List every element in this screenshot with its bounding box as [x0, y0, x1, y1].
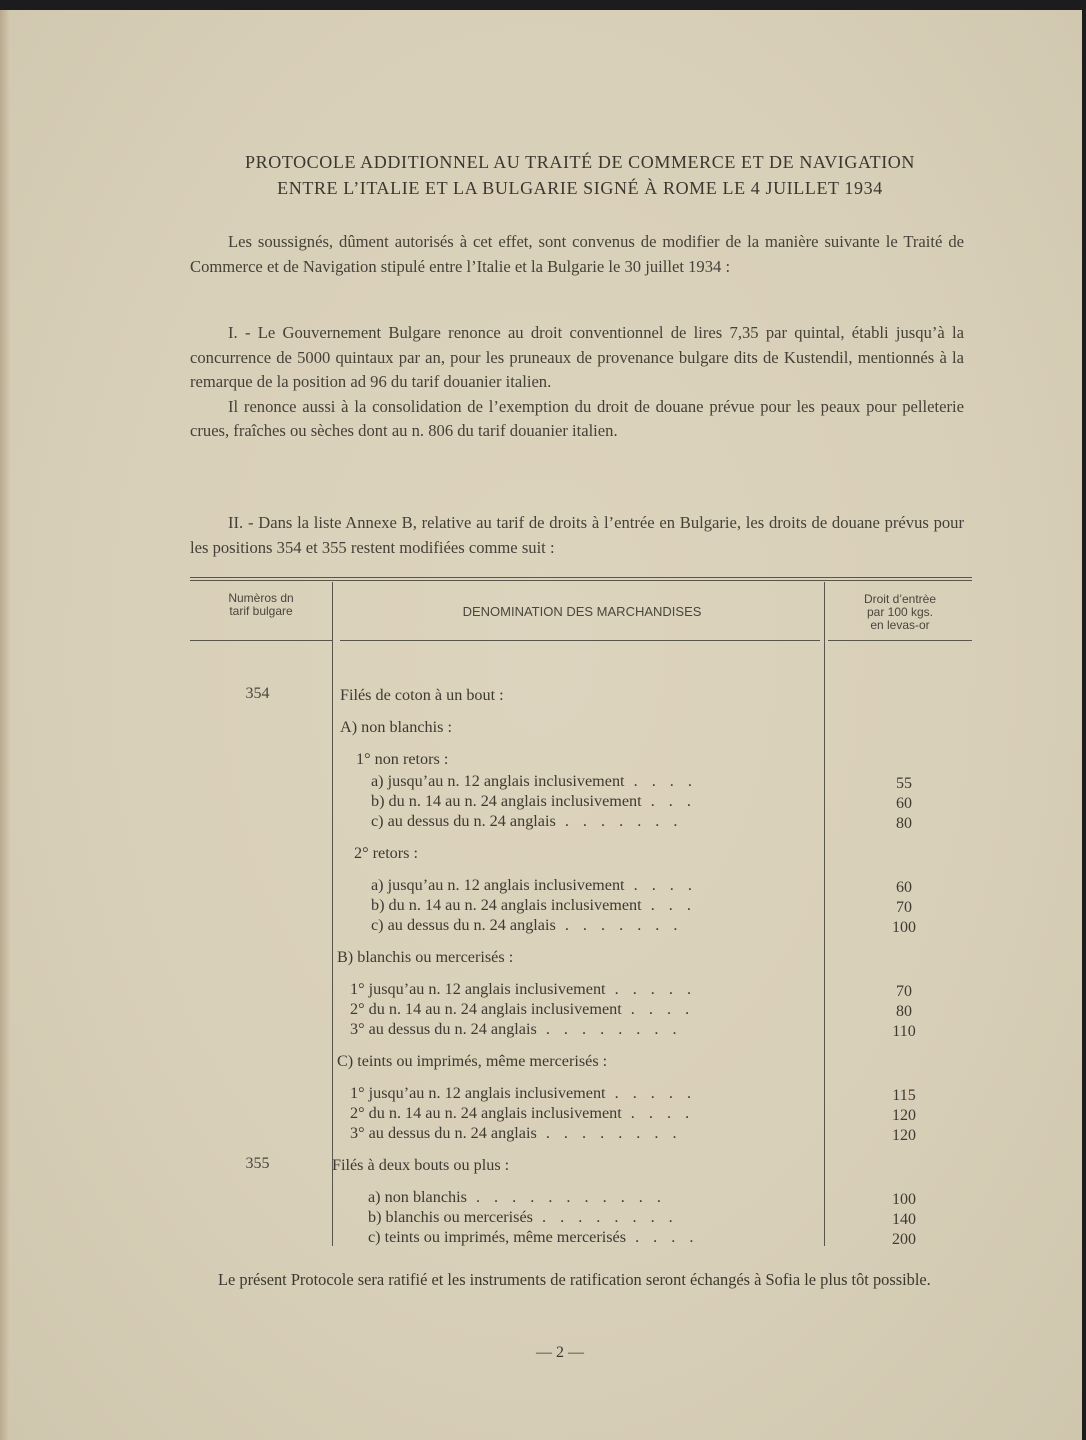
duty-value: 200	[892, 1231, 916, 1248]
merchandise-description	[371, 811, 682, 831]
duty-value: 115	[892, 1087, 916, 1104]
binding-spine	[0, 10, 10, 1440]
closing-text: Le présent Protocole sera ratifié et les instruments de ratification seront échangés à Sofia le plus tôt possible.	[218, 1270, 931, 1289]
leader-dots: . . . .	[633, 876, 697, 894]
description-text: c) au dessus du n. 24 anglais	[371, 916, 556, 934]
merchandise-description	[350, 1019, 682, 1039]
leader-dots: . . . . . . . .	[545, 1124, 682, 1142]
tariff-position-number: 354	[245, 685, 270, 702]
leader-dots: . . .	[650, 896, 696, 914]
merchandise-description	[332, 1155, 509, 1175]
section-2	[190, 511, 964, 560]
column-divider-left	[332, 582, 333, 1246]
description-text: 3° au dessus du n. 24 anglais	[350, 1020, 537, 1038]
description-text: B) blanchis ou mercerisés :	[337, 948, 514, 966]
duty-value: 55	[896, 775, 912, 792]
duty-value: 60	[896, 795, 912, 812]
section-1-paragraph-2: Il renonce aussi à la consolidation de l’exemption du droit de douane prévue pour les peaux pour pelleterie crues, fraîches ou sèches dont au n. 806 du tarif douanier italien.	[190, 396, 964, 440]
description-text: 1° non retors :	[356, 750, 449, 768]
description-text: 2° retors :	[354, 844, 419, 862]
title-line-1: PROTOCOLE ADDITIONNEL AU TRAITÉ DE COMMERCE ET DE NAVIGATION	[245, 152, 915, 172]
description-text: a) jusqu’au n. 12 anglais inclusivement	[371, 876, 625, 894]
column-divider-right	[824, 582, 825, 1246]
header-col-number-line-2: tarif bulgare	[229, 604, 293, 618]
duty-value: 110	[892, 1023, 916, 1040]
tariff-position-number: 355	[245, 1155, 270, 1172]
duty-value: 70	[896, 899, 912, 916]
merchandise-description	[340, 717, 452, 737]
intro-paragraph	[190, 230, 964, 279]
merchandise-description	[356, 749, 448, 769]
leader-dots: . . . . .	[614, 1084, 697, 1102]
header-col-duty-line-3: en levas-or	[870, 618, 930, 632]
description-text: b) du n. 14 au n. 24 anglais inclusivement	[371, 896, 642, 914]
leader-dots: . . . . . . . . . . .	[475, 1188, 666, 1206]
duty-value: 100	[892, 1191, 916, 1208]
description-text: c) teints ou imprimés, même mercerisés	[368, 1228, 627, 1246]
header-rule-col2	[340, 640, 820, 641]
description-text: b) blanchis ou mercerisés	[368, 1208, 533, 1226]
merchandise-description	[371, 915, 682, 935]
duty-value: 100	[892, 919, 916, 936]
header-col-number	[190, 592, 332, 618]
description-text: c) au dessus du n. 24 anglais	[371, 812, 556, 830]
leader-dots: . . . . .	[614, 980, 697, 998]
duty-value: 80	[896, 1003, 912, 1020]
merchandise-description	[368, 1207, 678, 1227]
intro-text: Les soussignés, dûment autorisés à cet effet, sont convenus de modifier de la manière suivante le Traité de Commerce et de Navigation stipulé entre l’Italie et la Bulgarie le 30 juillet 1934 :	[190, 232, 964, 276]
page-number: — 2 —	[536, 1344, 584, 1361]
section-1	[190, 321, 964, 444]
header-col-number-line-1: Numèros dn	[228, 591, 294, 605]
merchandise-description	[350, 1103, 694, 1123]
description-text: 2° du n. 14 au n. 24 anglais inclusivement	[350, 1000, 622, 1018]
leader-dots: . . . . . . . .	[542, 1208, 678, 1226]
document-page	[0, 10, 1082, 1440]
merchandise-description	[371, 791, 696, 811]
description-text: b) du n. 14 au n. 24 anglais inclusivement	[371, 792, 642, 810]
header-col-denomination: DENOMINATION DES MARCHANDISES	[462, 604, 702, 619]
header-col-duty-line-1: Droit d’entrèe	[863, 592, 937, 606]
description-text: C) teints ou imprimés, même mercerisés :	[337, 1052, 608, 1070]
leader-dots: . . .	[650, 792, 696, 810]
duty-value: 120	[892, 1107, 916, 1124]
duty-value: 80	[896, 815, 912, 832]
leader-dots: . . . . . . .	[564, 812, 683, 830]
description-text: a) non blanchis	[368, 1188, 467, 1206]
duty-value: 120	[892, 1127, 916, 1144]
merchandise-description	[368, 1227, 698, 1247]
leader-dots: . . . . . . . .	[545, 1020, 682, 1038]
merchandise-description	[337, 947, 513, 967]
merchandise-description	[350, 1123, 682, 1143]
leader-dots: . . . .	[630, 1104, 695, 1122]
description-text: a) jusqu’au n. 12 anglais inclusivement	[371, 772, 625, 790]
merchandise-description	[340, 685, 504, 705]
merchandise-description	[368, 1187, 666, 1207]
leader-dots: . . . . . . .	[564, 916, 683, 934]
merchandise-description	[337, 1051, 607, 1071]
duty-value: 140	[892, 1211, 916, 1228]
description-text: 2° du n. 14 au n. 24 anglais inclusivement	[350, 1104, 622, 1122]
description-text: 3° au dessus du n. 24 anglais	[350, 1124, 537, 1142]
title-line-2: ENTRE L’ITALIE ET LA BULGARIE SIGNÉ À ROME LE 4 JUILLET 1934	[277, 178, 883, 198]
merchandise-description	[350, 1083, 696, 1103]
table-top-rule	[190, 577, 972, 578]
section-1-paragraph-1: I. - Le Gouvernement Bulgare renonce au droit conventionnel de lires 7,35 par quintal, établi jusqu’à la concurrence de 5000 quintaux par an, pour les pruneaux de provenance bulgare dits de Kustendil, mentionnés à la remarque de la position ad 96 du tarif douanier italien.	[190, 323, 964, 391]
section-2-paragraph: II. - Dans la liste Annexe B, relative au tarif de droits à l’entrée en Bulgarie, les droits de douane prévus pour les positions 354 et 355 restent modifiées comme suit :	[190, 513, 964, 557]
description-text: A) non blanchis :	[340, 718, 452, 736]
merchandise-description	[354, 843, 418, 863]
header-rule-col1	[190, 640, 332, 641]
merchandise-description	[350, 999, 694, 1019]
merchandise-description	[371, 895, 696, 915]
duty-value: 60	[896, 879, 912, 896]
description-text: 1° jusqu’au n. 12 anglais inclusivement	[350, 980, 606, 998]
description-text: 1° jusqu’au n. 12 anglais inclusivement	[350, 1084, 606, 1102]
header-rule-col3	[828, 640, 972, 641]
merchandise-description	[350, 979, 696, 999]
merchandise-description	[371, 771, 697, 791]
description-text: Filés de coton à un bout :	[340, 686, 504, 704]
closing-paragraph	[182, 1268, 952, 1292]
duty-value: 70	[896, 983, 912, 1000]
header-col-duty	[828, 593, 972, 632]
leader-dots: . . . .	[630, 1000, 695, 1018]
header-col-duty-line-2: par 100 kgs.	[866, 605, 934, 619]
description-text: Filés à deux bouts ou plus :	[332, 1156, 510, 1174]
leader-dots: . . . .	[633, 772, 697, 790]
leader-dots: . . . .	[635, 1228, 699, 1246]
merchandise-description	[371, 875, 697, 895]
table-top-rule-double	[190, 580, 972, 581]
